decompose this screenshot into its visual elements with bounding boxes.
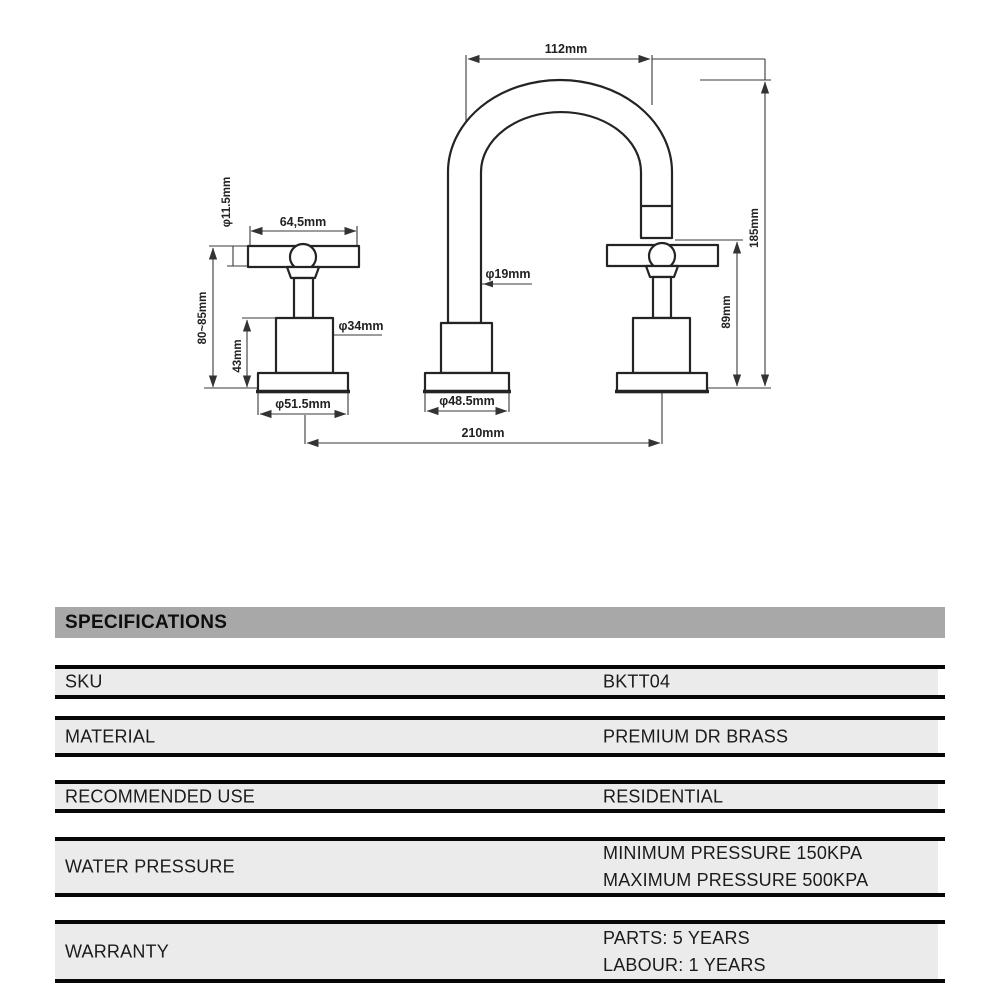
spec-label: RECOMMENDED USE: [65, 786, 256, 806]
spec-value-line-1: MINIMUM PRESSURE 150KPA: [603, 843, 863, 863]
spec-label: MATERIAL: [65, 726, 156, 746]
dim-label-11-5mm: φ11.5mm: [221, 176, 233, 228]
left-handle-flange: [258, 373, 348, 392]
spec-value: [603, 840, 868, 894]
dim-label-51-5mm: φ51.5mm: [275, 397, 331, 411]
spec-row-warranty: [55, 920, 945, 983]
spec-label: WARRANTY: [65, 941, 169, 961]
right-handle-body: [633, 318, 690, 373]
spec-row-material: [55, 716, 945, 757]
left-handle-body: [276, 318, 333, 373]
dim-label-19mm: φ19mm: [485, 267, 531, 281]
spec-value: RESIDENTIAL: [603, 786, 724, 806]
left-handle-stem: [294, 278, 313, 318]
spout-base-body: [441, 323, 492, 373]
spec-value-line-2: LABOUR: 1 YEARS: [603, 954, 766, 975]
right-handle-flange: [617, 373, 707, 392]
spec-row-water-pressure: [55, 837, 945, 897]
right-handle-collar: [646, 266, 678, 277]
dim-label-80-85mm: 80~85mm: [197, 291, 209, 345]
spec-value: BKTT04: [603, 671, 671, 692]
dim-label-112mm: 112mm: [544, 42, 588, 56]
left-handle-collar: [287, 267, 319, 278]
spec-value: PREMIUM DR BRASS: [603, 726, 789, 746]
dim-label-185mm: 185mm: [749, 208, 761, 248]
phi19-arrow: [483, 281, 493, 288]
spec-value: [603, 925, 766, 979]
dim-label-48-5mm: φ48.5mm: [439, 394, 495, 408]
spout-gooseneck: [448, 80, 672, 323]
dim-label-89mm: 89mm: [721, 295, 733, 329]
dim-label-34mm: φ34mm: [338, 319, 384, 333]
faucet-outline: [248, 80, 718, 392]
spec-label: SKU: [65, 671, 103, 692]
spec-value-line-1: PARTS: 5 YEARS: [603, 927, 750, 948]
spec-label: WATER PRESSURE: [65, 856, 235, 877]
dim-label-43mm: 43mm: [232, 339, 244, 373]
spec-row-recommended-use: [55, 780, 945, 813]
dim-label-210mm: 210mm: [461, 426, 505, 440]
specifications-title: SPECIFICATIONS: [65, 611, 228, 633]
dim-label-64-5mm: 64,5mm: [279, 215, 327, 229]
spout-base-flange: [425, 373, 509, 392]
right-handle-stem: [653, 277, 671, 318]
specifications-header: [55, 607, 945, 638]
spec-row-sku: [55, 665, 945, 699]
spec-value-line-2: MAXIMUM PRESSURE 500KPA: [603, 870, 869, 890]
